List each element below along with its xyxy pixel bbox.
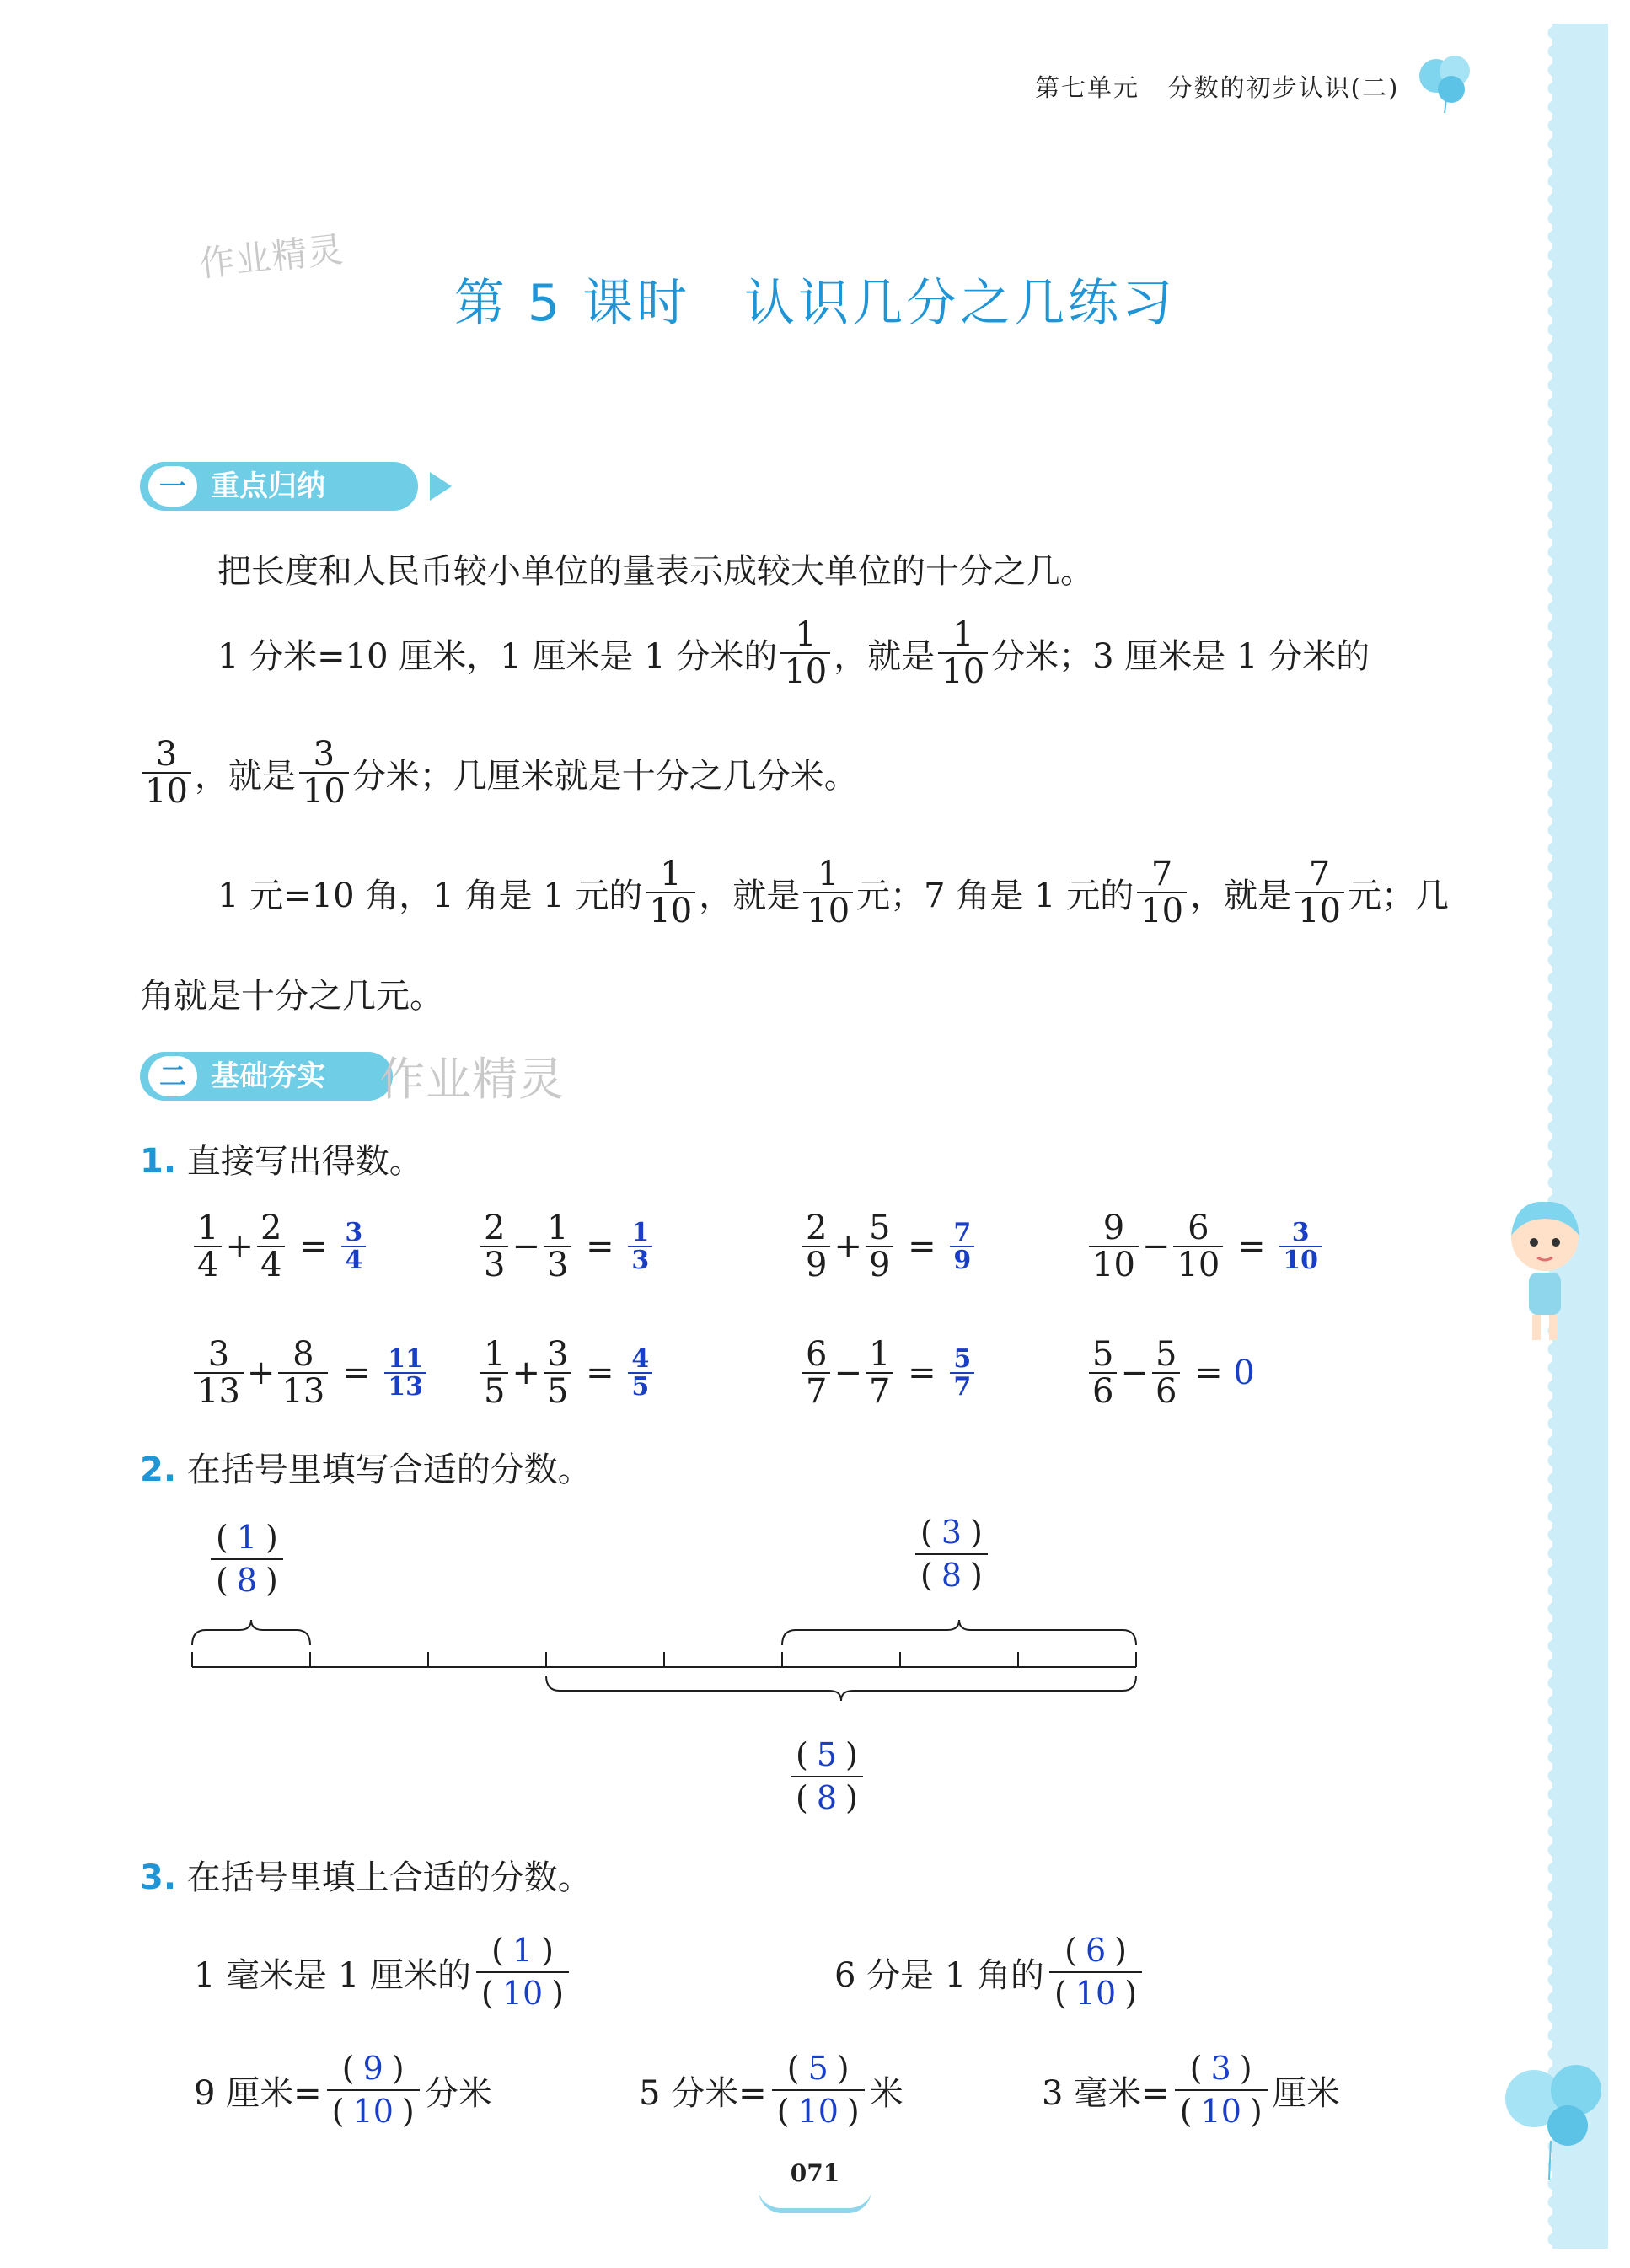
answer-numerator: 11: [384, 1346, 426, 1375]
answer-fraction: [341, 1217, 366, 1275]
numerator: 1: [194, 1210, 222, 1247]
question-number: 1.: [140, 1142, 177, 1181]
sidebar-wavy-edge: [1542, 24, 1554, 2249]
fraction: [257, 1210, 285, 1283]
numerator: 5: [1089, 1337, 1117, 1374]
answer-numerator: 5: [807, 2050, 828, 2087]
answer-fraction: [1279, 1217, 1322, 1275]
denominator: 10: [784, 652, 828, 691]
answer-denominator: 10: [1200, 2093, 1241, 2131]
text: 元；几: [1348, 876, 1450, 915]
q1-problem: [1086, 1210, 1325, 1283]
fraction: [646, 856, 695, 929]
denominator: 10: [1177, 1246, 1220, 1284]
answer-denominator: 10: [797, 2093, 839, 2131]
fraction: [1295, 856, 1344, 929]
denominator: 10: [807, 892, 850, 930]
equals-sign: =: [575, 1354, 625, 1392]
denominator: 10: [145, 772, 188, 811]
equals-sign: =: [575, 1227, 625, 1266]
denominator: 10: [1092, 1246, 1135, 1284]
text: 1 毫米是 1 厘米的: [194, 1955, 472, 1995]
fraction: [803, 856, 853, 929]
q1-problem: [190, 1210, 369, 1283]
header-unit: 第七单元: [1035, 73, 1140, 102]
equals-sign: =: [331, 1354, 382, 1392]
numerator: 8: [278, 1337, 328, 1374]
section-label: 重点归纳: [211, 469, 325, 503]
answer-fraction: [384, 1343, 426, 1402]
numerator: 1: [938, 617, 988, 654]
running-header: [1035, 69, 1399, 104]
denominator: 5: [484, 1372, 506, 1411]
fraction: [544, 1337, 571, 1409]
fraction: [142, 737, 191, 809]
answer-numerator: 3: [1210, 2050, 1231, 2087]
answer-denominator: 8: [941, 1557, 962, 1595]
answer-numerator: 3: [341, 1220, 366, 1248]
header-chapter: 分数的初步认识(二): [1167, 73, 1400, 102]
answer-fraction: [950, 1217, 974, 1275]
text: 6 分是 1 角的: [834, 1955, 1045, 1995]
equals-sign: =: [1226, 1227, 1277, 1266]
section-number: 二: [148, 1056, 197, 1096]
text: 5 分米=: [639, 2073, 767, 2113]
denominator: 10: [649, 892, 693, 930]
denominator: 9: [868, 1246, 891, 1284]
fraction: [194, 1210, 222, 1283]
brace-bottom: [546, 1676, 1136, 1701]
fraction: [780, 617, 830, 689]
question-1-heading: [140, 1134, 423, 1182]
fraction: [866, 1210, 893, 1283]
answer-denominator: 7: [953, 1372, 972, 1402]
text: ，就是: [699, 876, 801, 915]
denominator: 7: [868, 1372, 891, 1411]
fraction: [299, 737, 349, 809]
tag-arrow-icon: [430, 472, 452, 501]
answer-denominator: 13: [388, 1372, 424, 1402]
answer-denominator: 8: [236, 1562, 258, 1600]
question-number: 2.: [140, 1450, 177, 1489]
operator: −: [834, 1354, 862, 1392]
answer-numerator: 3: [1279, 1220, 1322, 1248]
answer-fraction: [628, 1217, 652, 1275]
numerator: 1: [803, 856, 853, 893]
text: 1 分米=10 厘米，1 厘米是 1 分米的: [217, 636, 778, 676]
equals-sign: =: [288, 1227, 339, 1266]
numerator: 7: [1137, 856, 1187, 893]
question-text: 在括号里填写合适的分数。: [186, 1450, 592, 1489]
fraction: [278, 1337, 328, 1409]
section-tag-key-points: [140, 462, 418, 511]
numerator: 2: [802, 1210, 830, 1247]
section-number: 一: [148, 466, 197, 507]
text: ，就是: [834, 636, 936, 676]
fraction-label-right: $\frac{( 3 )}{( 8 )}$: [910, 1512, 993, 1597]
denominator: 5: [546, 1372, 569, 1411]
answer-numerator: 9: [362, 2050, 383, 2087]
brace-left: [192, 1620, 310, 1645]
denominator: 13: [197, 1372, 240, 1411]
fraction: [1137, 856, 1187, 929]
operator: −: [1120, 1354, 1149, 1392]
numerator: 6: [802, 1337, 830, 1374]
sidebar-decoration: [1552, 24, 1608, 2249]
numerator: 3: [299, 737, 349, 774]
fraction: [1089, 1337, 1117, 1409]
question-3-heading: [140, 1851, 592, 1899]
operator: +: [246, 1354, 276, 1392]
answer-denominator: 10: [352, 2093, 394, 2131]
denominator: 13: [281, 1372, 325, 1411]
balloon-icon: [1413, 49, 1480, 116]
denominator: 10: [1140, 892, 1184, 930]
question-2-heading: [140, 1443, 592, 1491]
answer-numerator: 5: [816, 1736, 838, 1773]
numerator: 5: [1152, 1337, 1180, 1374]
summary-line-2: [217, 617, 1370, 689]
answer-numerator: 6: [1085, 1932, 1107, 1969]
q1-problem: [477, 1210, 656, 1283]
fraction: [544, 1210, 571, 1283]
summary-line-1: 把长度和人民币较小单位的量表示成较大单位的十分之几。: [217, 552, 1094, 591]
q1-problem: [799, 1210, 978, 1283]
q3-row-2-b: 5 分米= $\frac{( 5 )}{( 10 )}$ 米: [639, 2050, 903, 2131]
section-label: 基础夯实: [211, 1059, 325, 1093]
q1-problem: [1086, 1337, 1255, 1409]
text: 1 元=10 角，1 角是 1 元的: [217, 876, 643, 915]
numerator: 1: [544, 1210, 571, 1247]
numerator: 2: [480, 1210, 508, 1247]
operator: +: [225, 1227, 254, 1266]
denominator: 7: [806, 1372, 828, 1411]
text: 分米: [424, 2073, 492, 2113]
answer-denominator: 5: [631, 1372, 650, 1402]
question-text: 在括号里填上合适的分数。: [186, 1858, 592, 1897]
text: 分米；3 厘米是 1 分米的: [991, 636, 1370, 676]
operator: −: [1141, 1227, 1171, 1266]
text: 厘米: [1272, 2073, 1340, 2113]
brace-right: [782, 1620, 1136, 1645]
denominator: 3: [546, 1246, 569, 1284]
page-number-swoosh: [759, 2190, 871, 2213]
watermark: 作业精灵: [379, 1053, 565, 1106]
denominator: 10: [1298, 892, 1342, 930]
denominator: 10: [941, 652, 985, 691]
answer-numerator: 1: [628, 1220, 652, 1248]
answer-denominator: 10: [1283, 1246, 1319, 1275]
q3-row-1-left: 1 毫米是 1 厘米的 ( 1 ) ( 10 ): [194, 1930, 574, 2015]
page-title: 第 5 课时 认识几分之几练习: [453, 274, 1177, 333]
numerator: 1: [866, 1337, 893, 1374]
fraction: [480, 1337, 508, 1409]
text: 分米；几厘米就是十分之几分米。: [351, 756, 858, 796]
q3-row-2-c: 3 毫米= $\frac{( 3 )}{( 10 )}$ 厘米: [1042, 2050, 1340, 2131]
equals-sign: =: [897, 1227, 947, 1266]
q1-problem: [477, 1337, 656, 1409]
section-tag-basics: [140, 1052, 393, 1101]
numerator: 6: [1173, 1210, 1223, 1247]
question-text: 直接写出得数。: [186, 1142, 423, 1181]
answer-denominator: 10: [501, 1975, 544, 2013]
q1-problem: [799, 1337, 978, 1409]
denominator: 3: [484, 1246, 506, 1284]
answer-denominator: 10: [1075, 1975, 1117, 2013]
numerator: 3: [544, 1337, 571, 1374]
denominator: 4: [260, 1246, 282, 1284]
answer-denominator: 3: [631, 1246, 650, 1275]
fraction: [480, 1210, 508, 1283]
numerator: 3: [142, 737, 191, 774]
numerator: 1: [780, 617, 830, 654]
fraction: [802, 1210, 830, 1283]
fraction: [802, 1337, 830, 1409]
answer-denominator: 4: [345, 1246, 363, 1275]
equals-sign: =: [897, 1354, 947, 1392]
numerator: 1: [646, 856, 695, 893]
answer-fraction: [950, 1343, 974, 1402]
summary-line-4: [217, 856, 1449, 929]
fraction: [1152, 1337, 1180, 1409]
text: 元；7 角是 1 元的: [856, 876, 1134, 915]
answer-numerator: 3: [941, 1514, 962, 1551]
numerator: 9: [1089, 1210, 1139, 1247]
text: 9 厘米=: [194, 2073, 322, 2113]
fraction: [194, 1337, 244, 1409]
fraction-label-left: $\frac{( 1 )}{( 8 )}$: [206, 1517, 288, 1602]
q3-row-2-a: 9 厘米= $\frac{( 9 )}{( 10 )}$ 分米: [194, 2050, 492, 2131]
fraction-label-bottom: $\frac{( 5 )}{( 8 )}$: [786, 1735, 868, 1820]
denominator: 6: [1155, 1372, 1177, 1411]
operator: +: [512, 1354, 540, 1392]
segment-diagram: [169, 1618, 1163, 1736]
numerator: 3: [194, 1337, 244, 1374]
denominator: 6: [1092, 1372, 1114, 1411]
summary-line-5: 角就是十分之几元。: [140, 977, 443, 1016]
q3-row-1-right: 6 分是 1 角的 ( 6 ) ( 10 ): [834, 1930, 1147, 2015]
fraction: [866, 1337, 893, 1409]
fraction: [938, 617, 988, 689]
text: 3 毫米=: [1042, 2073, 1170, 2113]
question-number: 3.: [140, 1858, 177, 1897]
answer-numerator: 1: [512, 1932, 534, 1969]
text: 米: [869, 2073, 903, 2113]
answer-fraction: [628, 1343, 652, 1402]
answer-denominator: 9: [953, 1246, 972, 1275]
answer-value: 0: [1233, 1354, 1255, 1392]
denominator: 4: [197, 1246, 219, 1284]
denominator: 10: [302, 772, 346, 811]
answer-numerator: 5: [950, 1346, 974, 1375]
fraction: [1173, 1210, 1223, 1283]
watermark: 作业精灵: [197, 228, 346, 285]
summary-line-3: [138, 737, 858, 809]
answer-numerator: 4: [628, 1346, 652, 1375]
equals-sign: =: [1183, 1354, 1234, 1392]
numerator: 2: [257, 1210, 285, 1247]
girl-illustration: [1499, 1193, 1591, 1354]
operator: −: [512, 1227, 540, 1266]
denominator: 9: [806, 1246, 828, 1284]
numerator: 1: [480, 1337, 508, 1374]
page-number: 071: [790, 2159, 840, 2187]
answer-denominator: 8: [816, 1779, 838, 1817]
text: ，就是: [194, 756, 296, 796]
numerator: 5: [866, 1210, 893, 1247]
answer-numerator: 1: [236, 1519, 258, 1556]
q1-problem: [190, 1337, 430, 1409]
answer-numerator: 7: [950, 1220, 974, 1248]
operator: +: [834, 1227, 862, 1266]
text: ，就是: [1190, 876, 1292, 915]
fraction: [1089, 1210, 1139, 1283]
numerator: 7: [1295, 856, 1344, 893]
